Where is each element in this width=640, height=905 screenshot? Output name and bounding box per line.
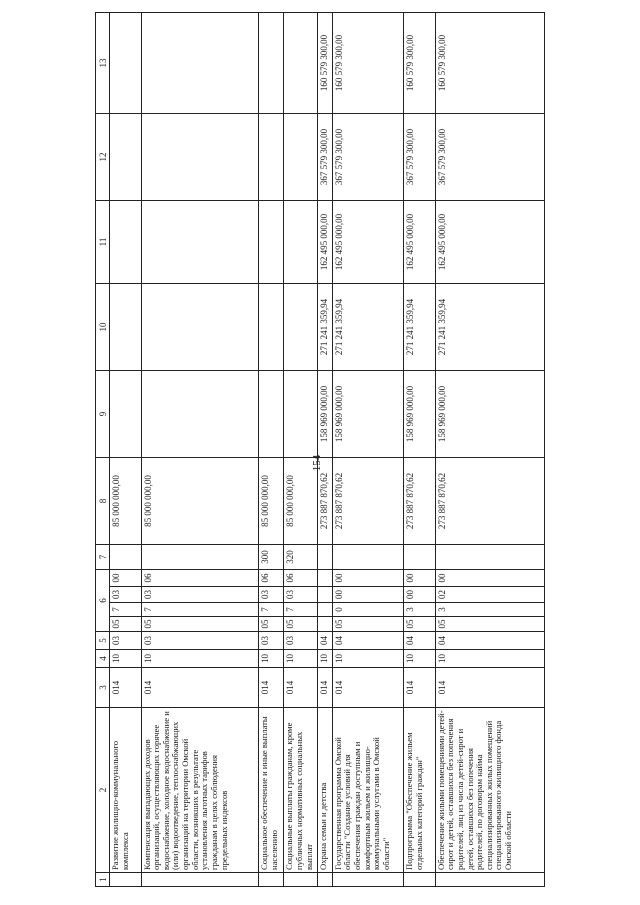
cell-c6d: 00	[332, 570, 403, 587]
cell-c6d: 06	[284, 570, 318, 587]
cell-c9: 158 969 000,00	[404, 371, 436, 458]
cell-c4: 10	[141, 650, 259, 668]
cell-c7: 320	[284, 545, 318, 570]
cell-c6d	[317, 570, 332, 587]
row-name-cell: Обеспечение жилыми помещениями детей-сирот и детей, оставшихся без попечения родителей, лиц из числа детей-сирот и детей, оставшихся без попечения родителей, по договорам найма специализированных жилых помещений специализированного жилищного фонда Омской области	[435, 708, 544, 873]
cell-c3: 014	[259, 668, 284, 708]
cell-c6a: 05	[404, 617, 436, 632]
cell-c6d: 00	[435, 570, 544, 587]
cell-c5: 04	[404, 632, 436, 650]
cell-c4: 10	[284, 650, 318, 668]
page-number: 154	[311, 454, 323, 472]
row-name-cell: Подпрограмма "Обеспечение жильем отдельных категорий граждан"	[404, 708, 436, 873]
cell-c6d: 00	[110, 570, 142, 587]
cell-c6b: 7	[141, 603, 259, 617]
cell-c5: 03	[259, 632, 284, 650]
cell-c6b: 7	[259, 603, 284, 617]
table-body	[110, 13, 545, 887]
cell-c6c: 00	[404, 587, 436, 603]
cell-c4: 10	[317, 650, 332, 668]
column-header: 8	[96, 458, 110, 545]
cell-c12	[141, 114, 259, 201]
cell-c4: 10	[404, 650, 436, 668]
cell-c6d: 06	[259, 570, 284, 587]
cell-c5: 04	[317, 632, 332, 650]
cell-c7	[404, 545, 436, 570]
cell-c11: 162 495 000,00	[435, 201, 544, 284]
cell-c6a: 05	[284, 617, 318, 632]
cell-c11: 162 495 000,00	[332, 201, 403, 284]
cell-c6b: 3	[435, 603, 544, 617]
cell-c13	[284, 13, 318, 114]
cell-c11	[141, 201, 259, 284]
column-header: 13	[96, 13, 110, 114]
column-header: 4	[96, 650, 110, 668]
cell-c8: 85 000 000,00	[259, 458, 284, 545]
cell-c7	[435, 545, 544, 570]
cell-c10: 271 241 359,94	[404, 284, 436, 371]
cell-c13: 160 579 300,00	[317, 13, 332, 114]
cell-c12	[284, 114, 318, 201]
row-number-cell	[284, 873, 318, 887]
cell-c10	[284, 284, 318, 371]
cell-c5: 03	[141, 632, 259, 650]
cell-c6a: 05	[110, 617, 142, 632]
cell-c3: 014	[141, 668, 259, 708]
table-row	[435, 13, 544, 887]
cell-c10: 271 241 359,94	[317, 284, 332, 371]
cell-c3: 014	[110, 668, 142, 708]
row-number-cell	[404, 873, 436, 887]
row-number-cell	[435, 873, 544, 887]
cell-c6b: 0	[332, 603, 403, 617]
cell-c11	[259, 201, 284, 284]
cell-c6b	[317, 603, 332, 617]
row-name-cell: Государственная программа Омской области "Создание условий для обеспечения граждан доступным и комфортным жильем и жилищно-коммунальными услугами в Омской области"	[332, 708, 403, 873]
cell-c6a: 05	[141, 617, 259, 632]
cell-c7	[141, 545, 259, 570]
cell-c8: 273 887 870,62	[404, 458, 436, 545]
cell-c3: 014	[317, 668, 332, 708]
cell-c6b: 7	[110, 603, 142, 617]
cell-c10	[110, 284, 142, 371]
cell-c6c: 03	[259, 587, 284, 603]
cell-c13	[259, 13, 284, 114]
column-number-row	[96, 13, 110, 887]
cell-c4: 10	[110, 650, 142, 668]
cell-c4: 10	[435, 650, 544, 668]
cell-c12: 367 579 300,00	[332, 114, 403, 201]
row-name-cell: Охрана семьи и детства	[317, 708, 332, 873]
cell-c8: 85 000 000,00	[110, 458, 142, 545]
column-header: 7	[96, 545, 110, 570]
cell-c10	[259, 284, 284, 371]
cell-c4: 10	[332, 650, 403, 668]
row-name-cell: Социальное обеспечение и иные выплаты населению	[259, 708, 284, 873]
cell-c6c: 03	[284, 587, 318, 603]
cell-c5: 04	[332, 632, 403, 650]
cell-c7	[332, 545, 403, 570]
table-row	[141, 13, 259, 887]
row-number-cell	[332, 873, 403, 887]
row-number-cell	[259, 873, 284, 887]
row-name-cell: Компенсация выпадающих доходов организаций, осуществляющих горячее водоснабжение, холодное водоснабжение и (или) водоотведение, теплоснабжающих организаций на территории Омской области, возникших в результате установления льготных тарифов гражданам в целях соблюдения предельных индексов	[141, 708, 259, 873]
cell-c5: 04	[435, 632, 544, 650]
cell-c7: 300	[259, 545, 284, 570]
cell-c8: 273 887 870,62	[332, 458, 403, 545]
table-row	[110, 13, 142, 887]
column-header: 10	[96, 284, 110, 371]
cell-c6d: 00	[404, 570, 436, 587]
budget-table-sheet	[95, 17, 545, 887]
cell-c6a: 05	[259, 617, 284, 632]
column-header: 2	[96, 708, 110, 873]
cell-c9: 158 969 000,00	[435, 371, 544, 458]
cell-c8: 273 887 870,62	[435, 458, 544, 545]
cell-c12: 367 579 300,00	[404, 114, 436, 201]
cell-c12	[110, 114, 142, 201]
column-header: 3	[96, 668, 110, 708]
cell-c4: 10	[259, 650, 284, 668]
cell-c6b: 7	[284, 603, 318, 617]
cell-c10: 271 241 359,94	[435, 284, 544, 371]
cell-c5: 03	[284, 632, 318, 650]
cell-c6c: 03	[110, 587, 142, 603]
cell-c8: 85 000 000,00	[141, 458, 259, 545]
cell-c12	[259, 114, 284, 201]
cell-c11: 162 495 000,00	[317, 201, 332, 284]
row-number-cell	[317, 873, 332, 887]
cell-c6c: 02	[435, 587, 544, 603]
cell-c7	[317, 545, 332, 570]
cell-c6b: 3	[404, 603, 436, 617]
cell-c3: 014	[404, 668, 436, 708]
column-header: 11	[96, 201, 110, 284]
column-header: 9	[96, 371, 110, 458]
cell-c10: 271 241 359,94	[332, 284, 403, 371]
table-row	[404, 13, 436, 887]
column-header: 1	[96, 873, 110, 887]
cell-c6a	[317, 617, 332, 632]
cell-c6c	[317, 587, 332, 603]
table-row	[317, 13, 332, 887]
cell-c9	[141, 371, 259, 458]
cell-c6a: 05	[435, 617, 544, 632]
cell-c9: 158 969 000,00	[332, 371, 403, 458]
cell-c7	[110, 545, 142, 570]
cell-c12: 367 579 300,00	[435, 114, 544, 201]
row-name-cell: Социальные выплаты гражданам, кроме публичных нормативных социальных выплат	[284, 708, 318, 873]
cell-c6c: 03	[141, 587, 259, 603]
cell-c8: 85 000 000,00	[284, 458, 318, 545]
cell-c13	[110, 13, 142, 114]
cell-c9	[284, 371, 318, 458]
column-header: 6	[96, 570, 110, 632]
cell-c13	[141, 13, 259, 114]
cell-c12: 367 579 300,00	[317, 114, 332, 201]
cell-c3: 014	[284, 668, 318, 708]
column-header: 5	[96, 632, 110, 650]
cell-c13: 160 579 300,00	[435, 13, 544, 114]
cell-c9: 158 969 000,00	[317, 371, 332, 458]
cell-c13: 160 579 300,00	[404, 13, 436, 114]
table-row	[284, 13, 318, 887]
table-row	[259, 13, 284, 887]
cell-c6c: 00	[332, 587, 403, 603]
cell-c3: 014	[332, 668, 403, 708]
cell-c11	[284, 201, 318, 284]
budget-table	[95, 12, 545, 887]
cell-c5: 03	[110, 632, 142, 650]
cell-c3: 014	[435, 668, 544, 708]
cell-c6d: 06	[141, 570, 259, 587]
cell-c9	[110, 371, 142, 458]
cell-c11: 162 495 000,00	[404, 201, 436, 284]
column-header: 12	[96, 114, 110, 201]
cell-c11	[110, 201, 142, 284]
cell-c6a: 05	[332, 617, 403, 632]
row-name-cell: Развитие жилищно-коммунального комплекса	[110, 708, 142, 873]
row-number-cell	[110, 873, 142, 887]
table-row	[332, 13, 403, 887]
cell-c8: 273 887 870,62	[317, 458, 332, 545]
cell-c10	[141, 284, 259, 371]
cell-c13: 160 579 300,00	[332, 13, 403, 114]
cell-c9	[259, 371, 284, 458]
row-number-cell	[141, 873, 259, 887]
